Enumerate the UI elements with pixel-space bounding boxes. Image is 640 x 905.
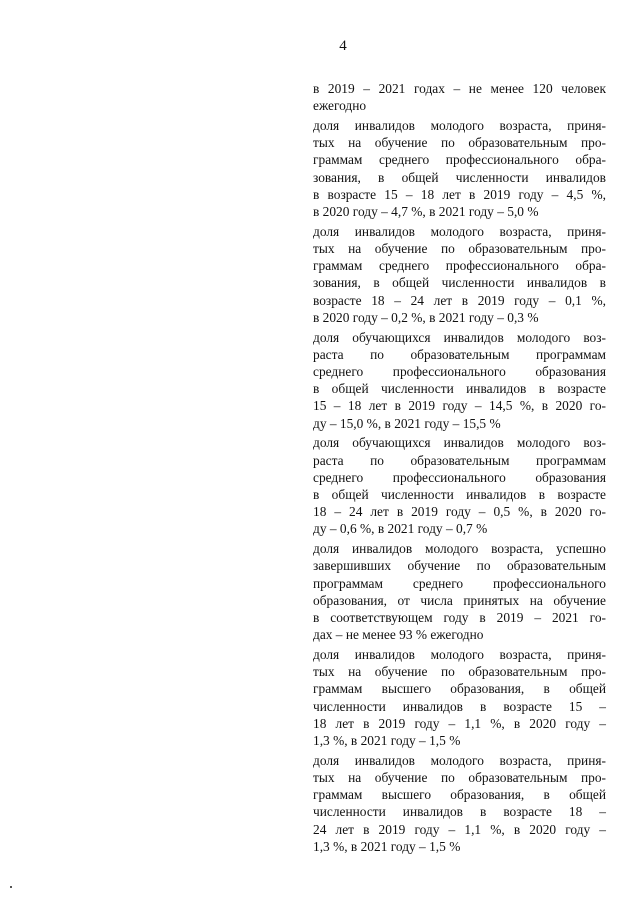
text-line: доля инвалидов молодого возраста, приня- [313, 118, 606, 133]
text-line: в общей численности инвалидов в возрасте [313, 487, 606, 503]
paragraph [313, 80, 606, 114]
text-line: граммам среднего профессионального обра- [313, 152, 606, 168]
text-line: раста по образовательным программам [313, 452, 606, 468]
text-line: зования, в общей численности инвалидов в [313, 275, 606, 291]
text-line: ду – 0,6 %, в 2021 году – 0,7 % [313, 521, 488, 537]
text-line: образования, от числа принятых на обучение [313, 592, 606, 608]
text-line: численности инвалидов в возрасте 15 – [313, 698, 606, 714]
text-line: 1,3 %, в 2021 году – 1,5 % [313, 838, 461, 854]
text-line: граммам высшего образования, в общей [313, 787, 606, 803]
text-line: в 2020 году – 0,2 %, в 2021 году – 0,3 % [313, 309, 539, 325]
text-line: раста по образовательным программам [313, 346, 606, 362]
text-line: дах – не менее 93 % ежегодно [313, 627, 484, 643]
text-line: тых на обучение по образовательным про- [313, 135, 606, 151]
text-line: 1,3 %, в 2021 году – 1,5 % [313, 733, 461, 749]
page-number: 4 [339, 38, 347, 54]
text-line: в соответствующем году в 2019 – 2021 го- [313, 610, 606, 626]
text-line: граммам среднего профессионального обра- [313, 258, 606, 274]
text-line: 15 – 18 лет в 2019 году – 14,5 %, в 2020 го- [313, 398, 606, 414]
text-line: завершивших обучение по образовательным [313, 558, 606, 574]
text-line: 18 лет в 2019 году – 1,1 %, в 2020 году – [313, 715, 606, 731]
text-line: тых на обучение по образовательным про- [313, 770, 606, 786]
text-line: среднего профессионального образования [313, 364, 606, 380]
text-line: в возрасте 15 – 18 лет в 2019 году – 4,5 %, [313, 186, 606, 202]
text-line: в 2019 – 2021 годах – не менее 120 человек [313, 81, 606, 96]
text-line: зования, в общей численности инвалидов [313, 169, 606, 185]
text-line: 24 лет в 2019 году – 1,1 %, в 2020 году – [313, 821, 606, 837]
paragraph [313, 117, 606, 220]
text-line: среднего профессионального образования [313, 469, 606, 485]
text-line: доля обучающихся инвалидов молодого воз- [313, 435, 606, 451]
scan-speck [10, 886, 12, 888]
text-line: доля обучающихся инвалидов молодого воз- [313, 329, 606, 345]
text-line: программам среднего профессионального [313, 575, 606, 591]
paragraph [313, 646, 606, 749]
paragraph [313, 434, 606, 537]
paragraph [313, 223, 606, 326]
text-line: доля инвалидов молодого возраста, приня- [313, 223, 606, 239]
document-body [313, 80, 606, 858]
text-line: численности инвалидов в возрасте 18 – [313, 804, 606, 820]
text-line: ду – 15,0 %, в 2021 году – 15,5 % [313, 415, 501, 431]
text-line: тых на обучение по образовательным про- [313, 241, 606, 257]
text-line: тых на обучение по образовательным про- [313, 664, 606, 680]
paragraph [313, 540, 606, 643]
text-line: 18 – 24 лет в 2019 году – 0,5 %, в 2020 го- [313, 504, 606, 520]
paragraph [313, 329, 606, 432]
text-line: в общей численности инвалидов в возрасте [313, 381, 606, 397]
text-line: граммам высшего образования, в общей [313, 681, 606, 697]
text-line: доля инвалидов молодого возраста, приня- [313, 752, 606, 768]
text-line: ежегодно [313, 98, 367, 114]
text-line: доля инвалидов молодого возраста, приня- [313, 647, 606, 663]
text-line: доля инвалидов молодого возраста, успешно [313, 541, 606, 557]
text-line: в 2020 году – 4,7 %, в 2021 году – 5,0 % [313, 204, 539, 220]
paragraph [313, 752, 606, 855]
text-line: возрасте 18 – 24 лет в 2019 году – 0,1 %, [313, 292, 606, 308]
